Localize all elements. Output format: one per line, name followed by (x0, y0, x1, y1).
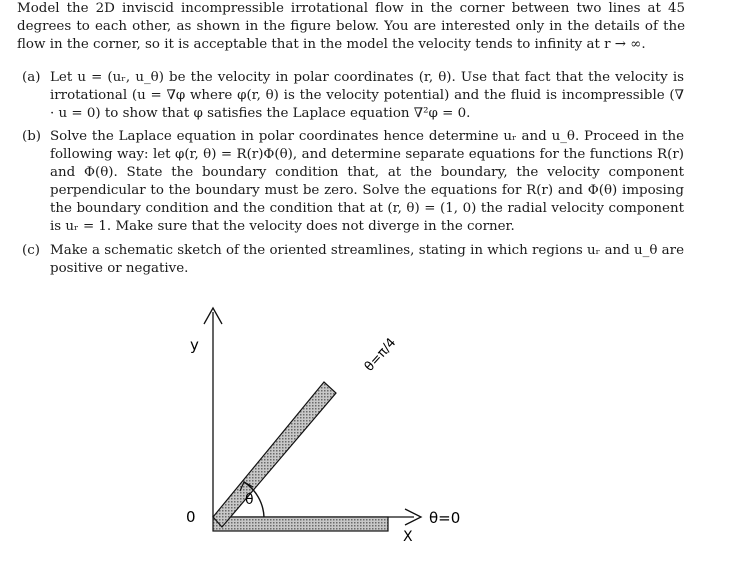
intro-paragraph: Model the 2D inviscid incompressible irrotational flow in the corner between two lines at 45 degrees to each other, as shown in the figure below. You are interested only in the details of the flow in the corner, so it is acceptable that in the model the velocity tends to infinity at r → ∞. (17, 1, 685, 52)
question-c-label: (c) (22, 243, 40, 258)
question-b-text: Solve the Laplace equation in polar coordinates hence determine uᵣ and u_θ. Proceed in the following way: let φ(r, θ) = R(r)Φ(θ), and determine separate equations for the functions R(r) and Φ(θ). State the boundary condition that, at the boundary, the velocity component perpendicular to the boundary must be zero. Solve the equations for R(r) and Φ(θ) imposing the boundary condition and the condition that at (r, θ) = (1, 0) the radial velocity component is uᵣ = 1. Make sure that the velocity does not diverge in the corner. (50, 129, 684, 234)
theta-pi4-label: θ=π/4 (361, 335, 400, 375)
y-axis-label: y (190, 336, 199, 354)
x-axis-label: X (403, 529, 413, 545)
origin-label: 0 (186, 508, 196, 526)
theta-label: θ (245, 492, 254, 508)
diagonal-wall (213, 382, 336, 527)
y-axis (204, 308, 222, 517)
bottom-wall (213, 517, 388, 531)
question-c-text: Make a schematic sketch of the oriented streamlines, stating in which regions uᵣ and u_θ are positive or negative. (50, 243, 684, 276)
question-a-text: Let u = (uᵣ, u_θ) be the velocity in polar coordinates (r, θ). Use that fact that the velocity is irrotational (u = ∇φ where φ(r, θ) is the velocity potential) and the fluid is incompressible (∇ · u = 0) to show that φ satisfies the Laplace equation ∇²φ = 0. (50, 70, 684, 121)
question-a-label: (a) (22, 70, 41, 85)
theta-zero-label: θ=0 (429, 509, 461, 527)
question-b-label: (b) (22, 129, 42, 144)
